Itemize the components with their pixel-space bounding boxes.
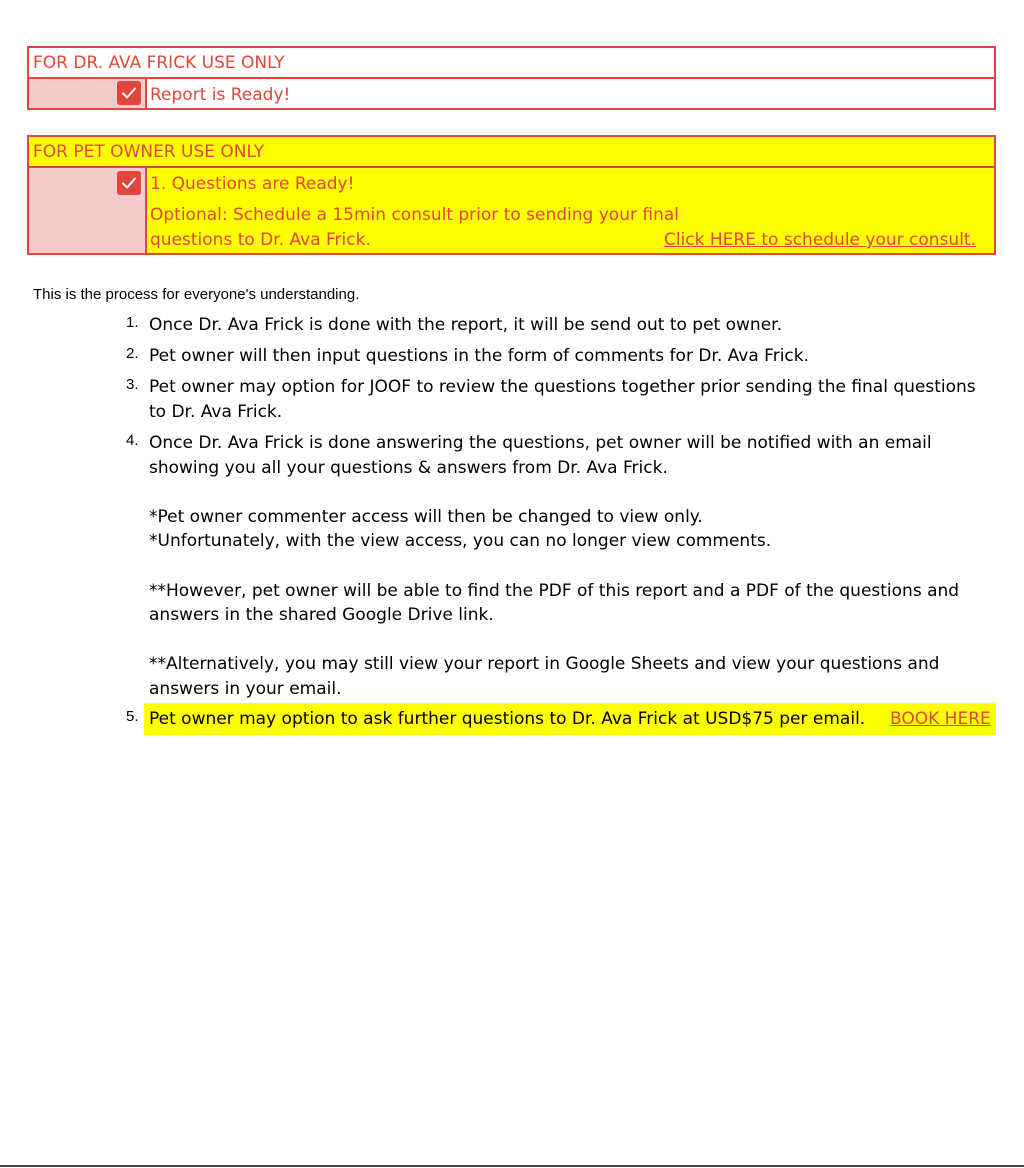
owner-use-header: FOR PET OWNER USE ONLY	[33, 142, 265, 162]
optional-consult-line1: Optional: Schedule a 15min consult prior to sending your final	[150, 205, 679, 225]
questions-ready-checkbox[interactable]	[117, 171, 141, 195]
page-bottom-divider	[0, 1165, 1024, 1167]
step-text: Once Dr. Ava Frick is done with the report, it will be send out to pet owner.	[149, 315, 782, 335]
process-intro: This is the process for everyone's understanding.	[33, 286, 360, 303]
step-text: Pet owner may option to ask further questions to Dr. Ava Frick at USD$75 per email.	[149, 709, 866, 729]
dr-use-header: FOR DR. AVA FRICK USE ONLY	[33, 53, 285, 73]
step-number: 2.	[126, 345, 139, 362]
book-here-link[interactable]: BOOK HERE	[890, 709, 991, 729]
step-text: Once Dr. Ava Frick is done answering the questions, pet owner will be notified with an email showing you all your questions & answers from Dr. Ava Frick. *Pet owner commenter access will then be changed to view only. *Unfortunately, with the view access, you can no longer view comments. **However, pet owner will be able to find the PDF of this report and a PDF of the questions and answers in the shared Google Drive link. **Alternatively, you may still view your report in Google Sheets and view your questions and answers in your email.	[149, 433, 960, 699]
step-number: 4.	[126, 432, 139, 449]
optional-consult-line2: questions to Dr. Ava Frick.	[150, 230, 371, 250]
report-ready-checkbox[interactable]	[117, 81, 141, 105]
check-icon	[120, 84, 138, 102]
questions-ready-label: 1. Questions are Ready!	[150, 174, 355, 194]
step-number: 1.	[126, 314, 139, 331]
schedule-consult-link[interactable]: Click HERE to schedule your consult.	[663, 230, 976, 250]
step-text: Pet owner will then input questions in the form of comments for Dr. Ava Frick.	[149, 346, 810, 366]
step-text: Pet owner may option for JOOF to review the questions together prior sending the final questions to Dr. Ava Frick.	[149, 377, 976, 422]
step-number: 5.	[126, 708, 139, 725]
report-ready-label: Report is Ready!	[150, 85, 291, 105]
check-icon	[120, 174, 138, 192]
dr-use-box	[27, 46, 996, 110]
step-number: 3.	[126, 376, 139, 393]
owner-use-box	[27, 135, 996, 255]
